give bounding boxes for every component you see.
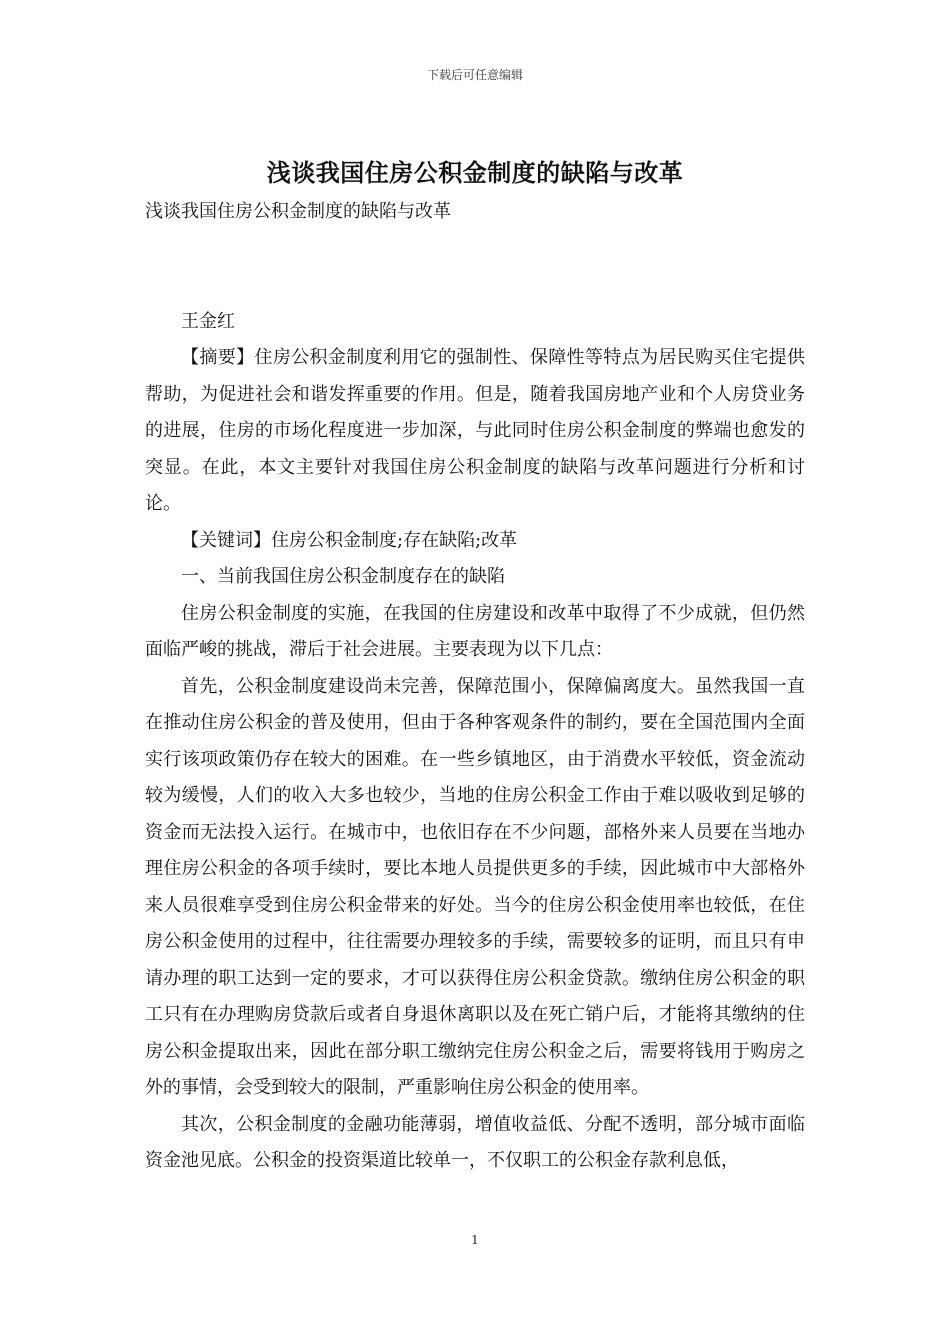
keywords-line: 【关键词】住房公积金制度;存在缺陷;改革 [181,529,518,551]
document-subtitle: 浅谈我国住房公积金制度的缺陷与改革 [145,201,451,222]
document-title: 浅谈我国住房公积金制度的缺陷与改革 [266,158,684,187]
abstract-paragraph: 【摘要】住房公积金制度利用它的强制性、保障性等特点为居民购买住宅提供帮助，为促进社会和谐发挥重要的作用。但是，随着我国房地产业和个人房贷业务的进展，住房的市场化程度进一步加深，与此同时住房公积金制度的弊端也愈发的突显。在此，本文主要针对我国住房公积金制度的缺陷与改革问题进行分析和讨论。 [145,347,805,514]
body-paragraph: 其次，公积金制度的金融功能薄弱，增值收益低、分配不透明，部分城市面临资金池见底。公积金的投资渠道比较单一，不仅职工的公积金存款利息低， [145,1113,805,1171]
body-paragraph: 首先，公积金制度建设尚未完善，保障范围小，保障偏离度大。虽然我国一直在推动住房公积金的普及使用，但由于各种客观条件的制约，要在全国范围内全面实行该项政策仍存在较大的困难。在一些乡镇地区，由于消费水平较低，资金流动较为缓慢，人们的收入大多也较少，当地的住房公积金工作由于难以吸收到足够的资金而无法投入运行。在城市中，也依旧存在不少问题，部格外来人员要在当地办理住房公积金的各项手续时，要比本地人员提供更多的手续，因此城市中大部格外来人员很难享受到住房公积金带来的好处。当今的住房公积金使用率也较低，在住房公积金使用的过程中，往往需要办理较多的手续，需要较多的证明，而且只有申请办理的职工达到一定的要求，才可以获得住房公积金贷款。缴纳住房公积金的职工只有在办理购房贷款后或者自身退休离职以及在死亡销户后，才能将其缴纳的住房公积金提取出来，因此在部分职工缴纳完住房公积金之后，需要将钱用于购房之外的事情，会受到较大的限制，严重影响住房公积金的使用率。 [145,675,805,1098]
header-note: 下载后可任意编辑 [426,68,523,82]
body-paragraph: 住房公积金制度的实施，在我国的住房建设和改革中取得了不少成就，但仍然面临严峻的挑战，滞后于社会进展。主要表现为以下几点： [145,602,805,660]
page-number: 1 [471,1233,479,1247]
document-body [145,194,805,1180]
author-name: 王金红 [181,310,235,332]
section-heading: 一、当前我国住房公积金制度存在的缺陷 [181,566,505,587]
blank-space [145,231,805,304]
